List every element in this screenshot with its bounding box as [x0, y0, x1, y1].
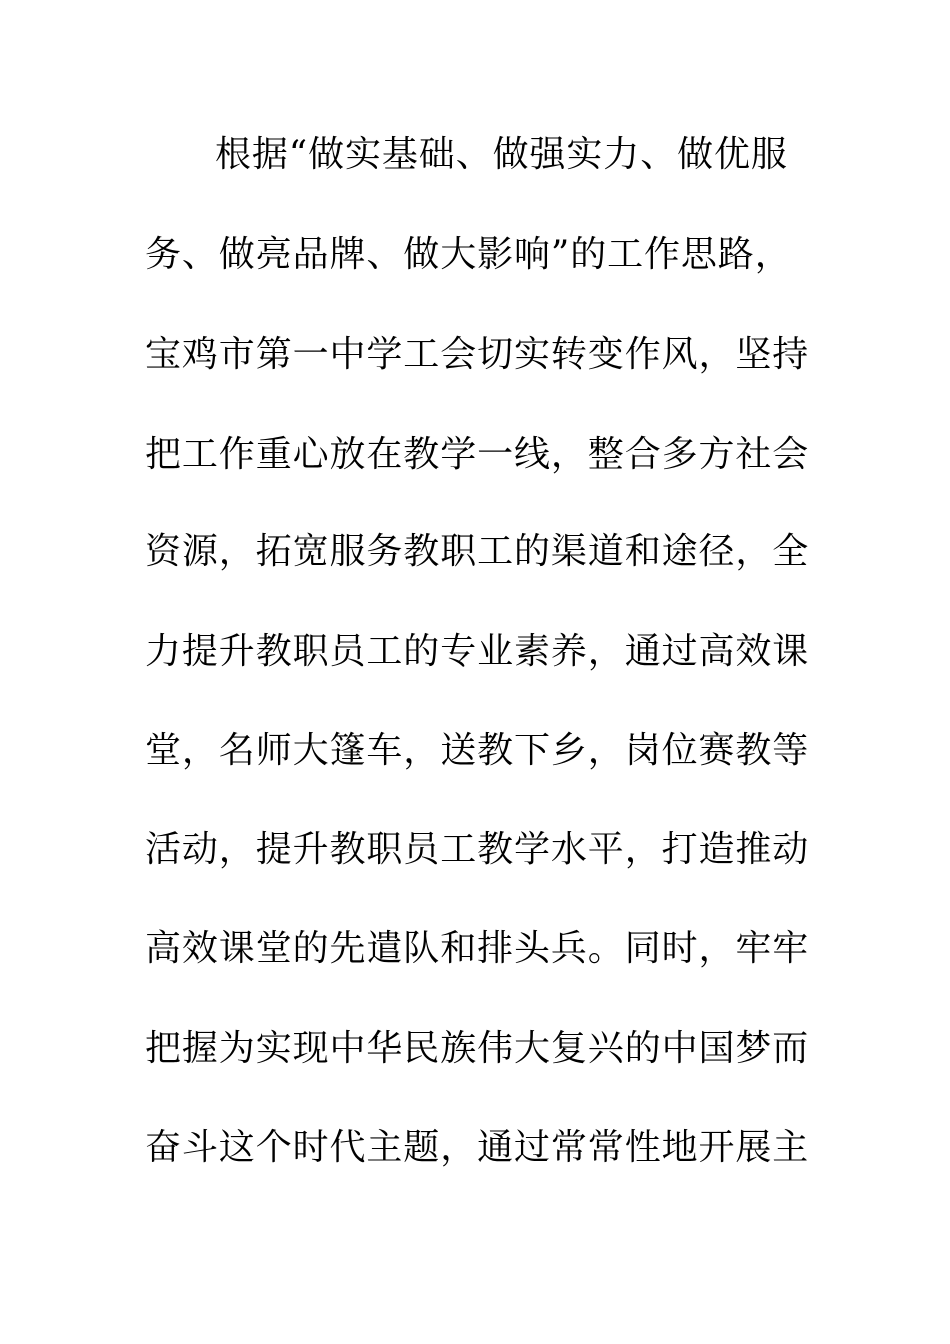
paragraph-line-3: 宝鸡市第一中学工会切实转变作风，坚持: [145, 334, 810, 375]
paragraph-line-7: 堂，名师大篷车，送教下乡，岗位赛教等: [145, 730, 810, 771]
paragraph-line-2: 务、做亮品牌、做大影响”的工作思路，: [145, 234, 792, 275]
paragraph-line-11: 奋斗这个时代主题，通过常常性地开展主: [145, 1127, 810, 1168]
paragraph-line-5: 资源，拓宽服务教职工的渠道和途径，全: [145, 531, 810, 572]
paragraph-line-9: 高效课堂的先遣队和排头兵。同时，牢牢: [145, 928, 810, 969]
paragraph-line-4: 把工作重心放在教学一线，整合多方社会: [145, 434, 810, 475]
paragraph-line-8: 活动，提升教职员工教学水平，打造推动: [145, 829, 810, 870]
paragraph-line-6: 力提升教职员工的专业素养，通过高效课: [145, 631, 810, 672]
paragraph-line-10: 把握为实现中华民族伟大复兴的中国梦而: [145, 1028, 810, 1069]
paragraph-line-1: 根据“做实基础、做强实力、做优服: [215, 134, 788, 175]
